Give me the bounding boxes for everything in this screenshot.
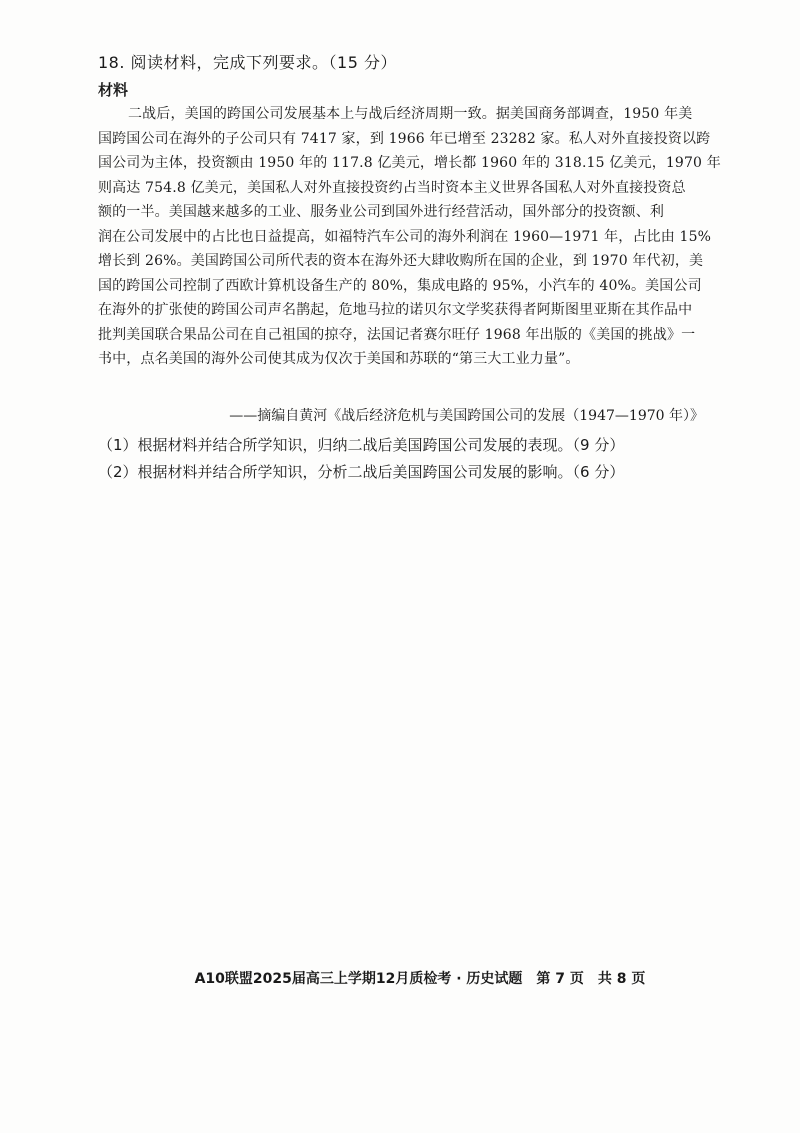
passage-line: 则高达 754.8 亿美元，美国私人对外直接投资约占当时资本主义世界各国私人对外直接投资总 bbox=[98, 179, 686, 196]
sub-question-1: （1）根据材料并结合所学知识，归纳二战后美国跨国公司发展的表现。（9 分） bbox=[98, 436, 625, 454]
material-passage bbox=[98, 102, 721, 372]
material-label: 材料 bbox=[98, 81, 129, 99]
passage-line: 国的跨国公司控制了西欧计算机设备生产的 80%，集成电路的 95%，小汽车的 40%。美国公司 bbox=[98, 277, 702, 294]
passage-line: 二战后，美国的跨国公司发展基本上与战后经济周期一致。据美国商务部调查，1950 年美 bbox=[128, 106, 693, 122]
sub-question-2: （2）根据材料并结合所学知识，分析二战后美国跨国公司发展的影响。（6 分） bbox=[98, 463, 625, 481]
passage-line: 增长到 26%。美国跨国公司所代表的资本在海外还大肆收购所在国的企业，到 1970 年代初，美 bbox=[98, 253, 704, 269]
passage-line: 书中，点名美国的海外公司使其成为仅次于美国和苏联的“第三大工业力量”。 bbox=[98, 351, 580, 367]
source-citation: ——摘编自黄河《战后经济危机与美国跨国公司的发展（1947—1970 年）》 bbox=[229, 408, 704, 424]
passage-line: 额的一半。美国越来越多的工业、服务业公司到国外进行经营活动，国外部分的投资额、利 bbox=[98, 204, 664, 220]
passage-line: 在海外的扩张使的跨国公司声名鹊起，危地马拉的诺贝尔文学奖获得者阿斯图里亚斯在其作品中 bbox=[98, 302, 693, 318]
passage-line: 批判美国联合果品公司在自己祖国的掠夺，法国记者赛尔旺仔 1968 年出版的《美国的挑战》一 bbox=[98, 326, 696, 343]
passage-line: 润在公司发展中的占比也日益提高，如福特汽车公司的海外利润在 1960—1971 年，占比由 15% bbox=[98, 228, 712, 245]
question-title: 18. 阅读材料，完成下列要求。（15 分） bbox=[98, 53, 397, 72]
passage-line: 国跨国公司在海外的子公司只有 7417 家，到 1966 年已增至 23282 家。私人对外直接投资以跨 bbox=[98, 130, 711, 147]
passage-line: 国公司为主体，投资额由 1950 年的 117.8 亿美元，增长都 1960 年的 318.15 亿美元，1970 年 bbox=[98, 155, 721, 171]
page-footer: A10联盟2025届高三上学期12月质检考 · 历史试题 第 7 页 共 8 页 bbox=[194, 971, 646, 987]
